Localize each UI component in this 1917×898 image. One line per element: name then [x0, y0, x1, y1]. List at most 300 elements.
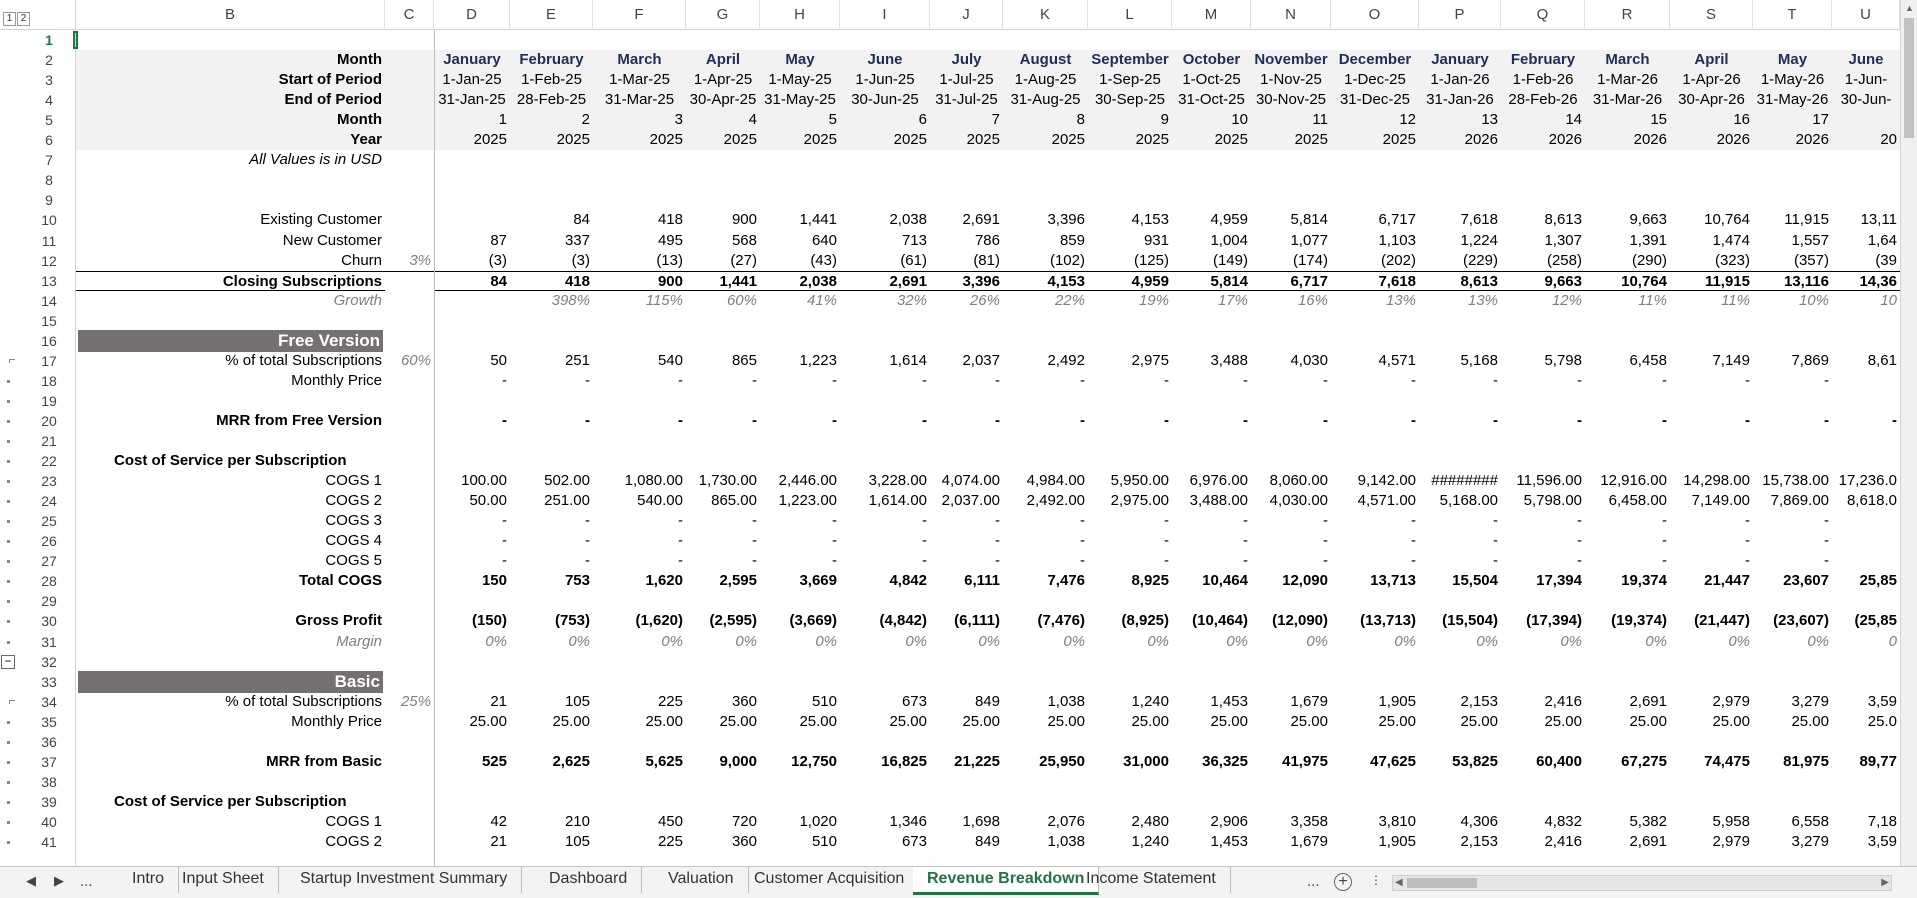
value-cell[interactable]: 2025 [1331, 130, 1419, 150]
value-cell[interactable]: 2025 [1003, 130, 1088, 150]
value-cell[interactable]: 1-May-26 [1753, 70, 1832, 90]
value-cell[interactable]: 28-Feb-25 [510, 90, 593, 110]
value-cell[interactable]: 3,669 [799, 572, 837, 590]
value-cell[interactable]: December [1331, 50, 1419, 70]
row-header-33[interactable]: 33 [41, 673, 57, 690]
value-cell[interactable]: 9,663 [1501, 271, 1585, 291]
value-cell[interactable]: 31-Oct-25 [1172, 90, 1251, 110]
assumption-cell[interactable]: 60% [400, 351, 431, 369]
value-cell[interactable]: 25.00 [1544, 712, 1582, 730]
value-cell[interactable]: 23,607 [1783, 572, 1829, 590]
row-label[interactable]: Year [76, 130, 385, 150]
row-header-35[interactable]: 35 [41, 713, 57, 730]
value-cell[interactable]: (81) [973, 251, 1000, 269]
row-header-27[interactable]: 27 [41, 553, 57, 570]
value-cell[interactable]: February [1501, 50, 1585, 70]
value-cell[interactable]: 2,037 [962, 351, 1000, 369]
value-cell[interactable]: - [1164, 552, 1169, 570]
value-cell[interactable]: (102) [1049, 251, 1085, 269]
row-header-11[interactable]: 11 [41, 232, 57, 249]
row-header-29[interactable]: 29 [41, 593, 57, 610]
value-cell[interactable]: 4,959 [1210, 211, 1248, 229]
value-cell[interactable]: 12 [1331, 110, 1419, 130]
value-cell[interactable]: 4,832 [1544, 812, 1582, 830]
row-header-37[interactable]: 37 [41, 753, 57, 770]
value-cell[interactable]: 87 [490, 231, 507, 249]
value-cell[interactable]: 360 [731, 833, 757, 850]
value-cell[interactable]: 4 [686, 110, 760, 130]
value-cell[interactable]: 30-Apr-26 [1670, 90, 1753, 110]
vertical-scrollbar[interactable] [1900, 0, 1917, 866]
value-cell[interactable]: 5,958 [1712, 812, 1750, 830]
value-cell[interactable]: - [832, 371, 837, 389]
value-cell[interactable]: 251 [564, 351, 590, 369]
value-cell[interactable]: 540 [657, 351, 683, 369]
value-cell[interactable]: (2,595) [709, 612, 757, 630]
row-label[interactable]: End of Period [76, 90, 385, 110]
row-header-14[interactable]: 14 [41, 292, 57, 309]
value-cell[interactable]: 2,492 [1047, 351, 1085, 369]
value-cell[interactable]: 16% [1297, 291, 1328, 309]
value-cell[interactable]: 2,595 [719, 572, 757, 590]
value-cell[interactable]: 2,416 [1544, 833, 1582, 850]
value-cell[interactable]: 100.00 [461, 472, 507, 490]
value-cell[interactable]: 9,663 [1629, 211, 1667, 229]
value-cell[interactable]: - [922, 512, 927, 530]
value-cell[interactable]: 5,814 [1290, 211, 1328, 229]
value-cell[interactable]: ######## [1431, 472, 1498, 490]
value-cell[interactable]: 2,906 [1210, 812, 1248, 830]
value-cell[interactable]: 1,307 [1544, 231, 1582, 249]
value-cell[interactable]: 17,236.0 [1838, 472, 1897, 490]
row-header-21[interactable]: 21 [41, 433, 57, 449]
value-cell[interactable]: 859 [1059, 231, 1085, 249]
value-cell[interactable]: 7 [930, 110, 1003, 130]
value-cell[interactable]: - [995, 371, 1000, 389]
value-cell[interactable]: - [832, 512, 837, 530]
collapse-group-icon[interactable]: − [1, 655, 15, 669]
value-cell[interactable]: 225 [657, 833, 683, 850]
assumption-cell[interactable]: 3% [409, 251, 431, 269]
value-cell[interactable]: (13) [656, 251, 683, 269]
value-cell[interactable]: 1-Jul-25 [930, 70, 1003, 90]
value-cell[interactable]: - [922, 532, 927, 550]
row-label[interactable]: COGS 2 [325, 492, 382, 510]
tab-customer-acquisition[interactable]: Customer Acquisition [740, 867, 919, 893]
value-cell[interactable]: 25.00 [719, 712, 757, 730]
value-cell[interactable]: - [1164, 411, 1169, 429]
value-cell[interactable]: - [995, 552, 1000, 570]
value-cell[interactable]: - [1323, 371, 1328, 389]
value-cell[interactable]: 0% [1306, 632, 1328, 650]
tab-input-sheet[interactable]: Input Sheet [168, 867, 279, 893]
row-label[interactable]: Start of Period [76, 70, 385, 90]
column-header-q[interactable]: Q [1501, 0, 1585, 30]
value-cell[interactable]: (3,669) [789, 612, 837, 630]
value-cell[interactable]: 2025 [1251, 130, 1331, 150]
value-cell[interactable]: 1-Jan-26 [1419, 70, 1501, 90]
column-header-c[interactable]: C [385, 0, 434, 30]
assumption-cell[interactable] [385, 50, 434, 70]
value-cell[interactable]: 1,698 [962, 812, 1000, 830]
column-header-k[interactable]: K [1003, 0, 1088, 30]
value-cell[interactable]: March [1585, 50, 1670, 70]
value-cell[interactable]: 495 [657, 231, 683, 249]
assumption-cell[interactable] [385, 110, 434, 130]
value-cell[interactable]: - [995, 411, 1000, 429]
value-cell[interactable]: 12,090 [1282, 572, 1328, 590]
value-cell[interactable]: - [1577, 411, 1582, 429]
value-cell[interactable]: 5,798 [1544, 351, 1582, 369]
value-cell[interactable]: 1,441 [686, 271, 760, 291]
column-header-e[interactable]: E [510, 0, 593, 30]
row-header-16[interactable]: 16 [41, 332, 57, 349]
value-cell[interactable]: (1,620) [635, 612, 683, 630]
value-cell[interactable]: 30-Jun- [1832, 90, 1900, 110]
row-header-19[interactable]: 19 [41, 392, 57, 409]
value-cell[interactable]: 1-Sep-25 [1088, 70, 1172, 90]
value-cell[interactable]: June [1832, 50, 1900, 70]
value-cell[interactable]: 1-Jan-25 [434, 70, 510, 90]
value-cell[interactable]: 1-Mar-26 [1585, 70, 1670, 90]
value-cell[interactable]: - [922, 411, 927, 429]
value-cell[interactable]: 53,825 [1452, 752, 1498, 770]
value-cell[interactable]: 5,168.00 [1439, 492, 1498, 510]
row-header-20[interactable]: 20 [41, 412, 57, 429]
value-cell[interactable]: 10,464 [1202, 572, 1248, 590]
value-cell[interactable]: 525 [481, 752, 507, 770]
row-header-23[interactable]: 23 [41, 473, 57, 490]
row-header-38[interactable]: 38 [41, 773, 57, 790]
row-label[interactable]: COGS 2 [325, 833, 382, 850]
value-cell[interactable] [1832, 110, 1900, 130]
column-header-s[interactable]: S [1670, 0, 1753, 30]
value-cell[interactable]: 12% [1551, 291, 1582, 309]
outline-level-2-button[interactable]: 2 [17, 12, 30, 26]
value-cell[interactable]: November [1251, 50, 1331, 70]
value-cell[interactable]: 849 [974, 833, 1000, 850]
value-cell[interactable]: 1,004 [1210, 231, 1248, 249]
row-header-2[interactable]: 2 [45, 52, 53, 69]
value-cell[interactable]: 251.00 [544, 492, 590, 510]
value-cell[interactable]: 7,149.00 [1691, 492, 1750, 510]
value-cell[interactable]: (21,447) [1694, 612, 1750, 630]
value-cell[interactable]: - [585, 552, 590, 570]
value-cell[interactable]: 4,842 [889, 572, 927, 590]
value-cell[interactable]: - [1577, 552, 1582, 570]
value-cell[interactable]: 31-Jan-26 [1419, 90, 1501, 110]
value-cell[interactable]: 673 [901, 692, 927, 710]
value-cell[interactable]: 1-Aug-25 [1003, 70, 1088, 90]
row-header-34[interactable]: 34 [41, 693, 57, 710]
row-label[interactable]: % of total Subscriptions [225, 351, 382, 369]
value-cell[interactable]: 1,224 [1460, 231, 1498, 249]
row-header-39[interactable]: 39 [41, 793, 57, 810]
value-cell[interactable]: - [1493, 371, 1498, 389]
value-cell[interactable]: 225 [657, 692, 683, 710]
row-header-30[interactable]: 30 [41, 613, 57, 630]
value-cell[interactable]: 25,950 [1039, 752, 1085, 770]
value-cell[interactable]: - [1745, 552, 1750, 570]
value-cell[interactable]: April [1670, 50, 1753, 70]
value-cell[interactable]: 900 [593, 271, 686, 291]
value-cell[interactable]: 2025 [434, 130, 510, 150]
value-cell[interactable]: 2025 [593, 130, 686, 150]
value-cell[interactable]: 6,717 [1378, 211, 1416, 229]
value-cell[interactable]: 5 [760, 110, 840, 130]
value-cell[interactable]: - [1243, 512, 1248, 530]
value-cell[interactable]: 7,476 [1047, 572, 1085, 590]
value-cell[interactable]: 3,810 [1378, 812, 1416, 830]
select-all-corner[interactable] [0, 0, 76, 30]
value-cell[interactable]: (6,111) [954, 612, 1000, 630]
value-cell[interactable]: 25.00 [962, 712, 1000, 730]
value-cell[interactable]: - [1080, 411, 1085, 429]
value-cell[interactable]: 1,441 [799, 211, 837, 229]
value-cell[interactable]: 3,396 [930, 271, 1003, 291]
value-cell[interactable]: - [1662, 371, 1667, 389]
row-label[interactable]: MRR from Free Version [216, 411, 382, 429]
value-cell[interactable]: 2026 [1670, 130, 1753, 150]
value-cell[interactable]: 2,038 [760, 271, 840, 291]
value-cell[interactable]: 74,475 [1704, 752, 1750, 770]
value-cell[interactable]: 21,447 [1704, 572, 1750, 590]
value-cell[interactable]: (43) [810, 251, 837, 269]
row-header-1[interactable]: 1 [45, 32, 53, 48]
value-cell[interactable]: (27) [730, 251, 757, 269]
column-header-n[interactable]: N [1251, 0, 1331, 30]
row-header-36[interactable]: 36 [41, 733, 57, 750]
value-cell[interactable]: 4,306 [1460, 812, 1498, 830]
value-cell[interactable]: 1-Dec-25 [1331, 70, 1419, 90]
value-cell[interactable]: 4,030.00 [1269, 492, 1328, 510]
value-cell[interactable]: 16,825 [881, 752, 927, 770]
row-header-41[interactable]: 41 [41, 834, 57, 850]
value-cell[interactable]: - [1662, 552, 1667, 570]
value-cell[interactable]: (3) [488, 251, 507, 269]
value-cell[interactable]: (149) [1212, 251, 1248, 269]
value-cell[interactable]: 2026 [1419, 130, 1501, 150]
row-header-7[interactable]: 7 [45, 152, 53, 169]
value-cell[interactable]: 31-May-26 [1753, 90, 1832, 110]
value-cell[interactable]: 753 [564, 572, 590, 590]
value-cell[interactable]: 15,504 [1452, 572, 1498, 590]
value-cell[interactable]: 50.00 [469, 492, 507, 510]
value-cell[interactable] [434, 210, 510, 230]
value-cell[interactable]: - [1243, 552, 1248, 570]
row-header-18[interactable]: 18 [41, 372, 57, 389]
value-cell[interactable]: 0% [1147, 632, 1169, 650]
row-label[interactable]: Closing Subscriptions [76, 271, 385, 291]
value-cell[interactable]: 0 [1888, 632, 1897, 650]
value-cell[interactable]: June [840, 50, 930, 70]
row-label[interactable]: Margin [336, 632, 382, 650]
value-cell[interactable]: 41% [806, 291, 837, 309]
value-cell[interactable]: 0% [568, 632, 590, 650]
value-cell[interactable]: 2,480 [1131, 812, 1169, 830]
value-cell[interactable]: 4,074.00 [941, 472, 1000, 490]
value-cell[interactable]: October [1172, 50, 1251, 70]
row-header-25[interactable]: 25 [41, 513, 57, 530]
value-cell[interactable]: 30-Jun-25 [840, 90, 930, 110]
row-label[interactable]: COGS 1 [325, 812, 382, 830]
value-cell[interactable]: 9 [1088, 110, 1172, 130]
value-cell[interactable]: - [922, 552, 927, 570]
value-cell[interactable]: 786 [974, 231, 1000, 249]
value-cell[interactable]: 25.00 [552, 712, 590, 730]
value-cell[interactable]: 2025 [840, 130, 930, 150]
row-label[interactable]: COGS 1 [325, 472, 382, 490]
value-cell[interactable]: 25,85 [1859, 572, 1897, 590]
value-cell[interactable]: 0% [1394, 632, 1416, 650]
value-cell[interactable]: 8,618.0 [1846, 492, 1897, 510]
value-cell[interactable]: May [1753, 50, 1832, 70]
value-cell[interactable]: (323) [1714, 251, 1750, 269]
value-cell[interactable]: 1,223.00 [778, 492, 837, 510]
value-cell[interactable]: - [1577, 371, 1582, 389]
value-cell[interactable]: - [1164, 532, 1169, 550]
value-cell[interactable]: 10 [1172, 110, 1251, 130]
value-cell[interactable]: - [1323, 411, 1328, 429]
row-header-28[interactable]: 28 [41, 573, 57, 590]
value-cell[interactable]: 30-Apr-25 [686, 90, 760, 110]
tab-dashboard[interactable]: Dashboard [535, 867, 642, 893]
row-header-26[interactable]: 26 [41, 533, 57, 550]
value-cell[interactable]: 540.00 [637, 492, 683, 510]
value-cell[interactable]: 5,814 [1172, 271, 1251, 291]
row-label[interactable]: COGS 4 [325, 532, 382, 550]
value-cell[interactable]: 2,979 [1712, 833, 1750, 850]
value-cell[interactable]: 0% [661, 632, 683, 650]
value-cell[interactable]: 2 [510, 110, 593, 130]
value-cell[interactable]: 4,959 [1088, 271, 1172, 291]
value-cell[interactable]: 8,613 [1544, 211, 1582, 229]
value-cell[interactable]: 6,558 [1791, 812, 1829, 830]
value-cell[interactable]: - [1243, 411, 1248, 429]
value-cell[interactable]: 31-Dec-25 [1331, 90, 1419, 110]
value-cell[interactable]: 11,915 [1784, 211, 1829, 229]
value-cell[interactable]: 11 [1251, 110, 1331, 130]
row-header-22[interactable]: 22 [41, 453, 57, 470]
column-header-b[interactable]: B [76, 0, 385, 30]
value-cell[interactable]: - [995, 512, 1000, 530]
value-cell[interactable]: 25.00 [1712, 712, 1750, 730]
column-header-d[interactable]: D [434, 0, 510, 30]
row-label[interactable]: Monthly Price [291, 371, 382, 389]
value-cell[interactable]: 4,030 [1290, 351, 1328, 369]
value-cell[interactable]: 0% [1063, 632, 1085, 650]
value-cell[interactable]: (8,925) [1121, 612, 1169, 630]
row-label[interactable]: COGS 5 [325, 552, 382, 570]
value-cell[interactable]: (258) [1546, 251, 1582, 269]
assumption-cell[interactable] [385, 130, 434, 150]
value-cell[interactable]: 2,492.00 [1026, 492, 1085, 510]
value-cell[interactable]: 10% [1798, 291, 1829, 309]
value-cell[interactable]: 4,984.00 [1026, 472, 1085, 490]
value-cell[interactable]: 2,153 [1460, 692, 1498, 710]
value-cell[interactable]: 26% [969, 291, 1000, 309]
value-cell[interactable]: - [1662, 532, 1667, 550]
row-header-9[interactable]: 9 [45, 192, 53, 209]
value-cell[interactable]: 1,223 [799, 351, 837, 369]
column-header-u[interactable]: U [1832, 0, 1900, 30]
value-cell[interactable]: - [502, 532, 507, 550]
value-cell[interactable]: 0% [1645, 632, 1667, 650]
value-cell[interactable]: 13,713 [1370, 572, 1416, 590]
value-cell[interactable]: (17,394) [1526, 612, 1582, 630]
value-cell[interactable]: 1,679 [1290, 692, 1328, 710]
value-cell[interactable]: 1-Feb-26 [1501, 70, 1585, 90]
value-cell[interactable]: 7,18 [1867, 812, 1897, 830]
value-cell[interactable]: 2,691 [962, 211, 1000, 229]
value-cell[interactable]: - [832, 552, 837, 570]
row-label[interactable]: Month [76, 110, 385, 130]
value-cell[interactable]: 1,103 [1378, 231, 1416, 249]
value-cell[interactable]: 30-Nov-25 [1251, 90, 1331, 110]
value-cell[interactable]: 1,077 [1290, 231, 1328, 249]
value-cell[interactable]: 13% [1467, 291, 1498, 309]
row-header-10[interactable]: 10 [41, 212, 57, 229]
row-label[interactable]: Gross Profit [295, 612, 382, 630]
value-cell[interactable]: - [1577, 532, 1582, 550]
value-cell[interactable]: 31,000 [1123, 752, 1169, 770]
value-cell[interactable]: - [502, 371, 507, 389]
value-cell[interactable]: (13,713) [1360, 612, 1416, 630]
value-cell[interactable]: - [1662, 512, 1667, 530]
value-cell[interactable]: 6 [840, 110, 930, 130]
value-cell[interactable]: 31-Jul-25 [930, 90, 1003, 110]
value-cell[interactable]: 1-Apr-26 [1670, 70, 1753, 90]
value-cell[interactable]: - [1662, 411, 1667, 429]
value-cell[interactable]: 60,400 [1536, 752, 1582, 770]
value-cell[interactable]: - [585, 411, 590, 429]
value-cell[interactable]: 15,738.00 [1762, 472, 1829, 490]
value-cell[interactable]: 5,168 [1460, 351, 1498, 369]
column-header-g[interactable]: G [686, 0, 760, 30]
value-cell[interactable]: - [752, 532, 757, 550]
value-cell[interactable]: - [832, 532, 837, 550]
value-cell[interactable]: 25.00 [469, 712, 507, 730]
value-cell[interactable]: 31-May-25 [760, 90, 840, 110]
value-cell[interactable]: 3,59 [1867, 692, 1897, 710]
value-cell[interactable]: 720 [731, 812, 757, 830]
row-label[interactable]: Month [76, 50, 385, 70]
value-cell[interactable]: 9,142.00 [1357, 472, 1416, 490]
row-label[interactable]: Total COGS [298, 572, 382, 590]
row-header-5[interactable]: 5 [45, 112, 53, 129]
value-cell[interactable]: 1,038 [1047, 833, 1085, 850]
cell-grid[interactable] [76, 30, 1900, 866]
value-cell[interactable]: 2,625 [552, 752, 590, 770]
value-cell[interactable]: 1,346 [889, 812, 927, 830]
value-cell[interactable]: 1,453 [1210, 692, 1248, 710]
value-cell[interactable]: 2,691 [840, 271, 930, 291]
tab-startup-investment-summary[interactable]: Startup Investment Summary [286, 867, 522, 893]
value-cell[interactable]: - [502, 512, 507, 530]
value-cell[interactable]: 14,298.00 [1683, 472, 1750, 490]
value-cell[interactable]: 1,620 [645, 572, 683, 590]
value-cell[interactable]: August [1003, 50, 1088, 70]
value-cell[interactable]: - [1493, 552, 1498, 570]
tab-intro[interactable]: Intro [118, 867, 179, 893]
value-cell[interactable]: 84 [434, 271, 510, 291]
value-cell[interactable]: 25.0 [1867, 712, 1897, 730]
value-cell[interactable]: 0% [905, 632, 927, 650]
value-cell[interactable]: 0% [1807, 632, 1829, 650]
value-cell[interactable]: 115% [645, 291, 683, 309]
value-cell[interactable]: 510 [811, 833, 837, 850]
value-cell[interactable]: 502.00 [544, 472, 590, 490]
